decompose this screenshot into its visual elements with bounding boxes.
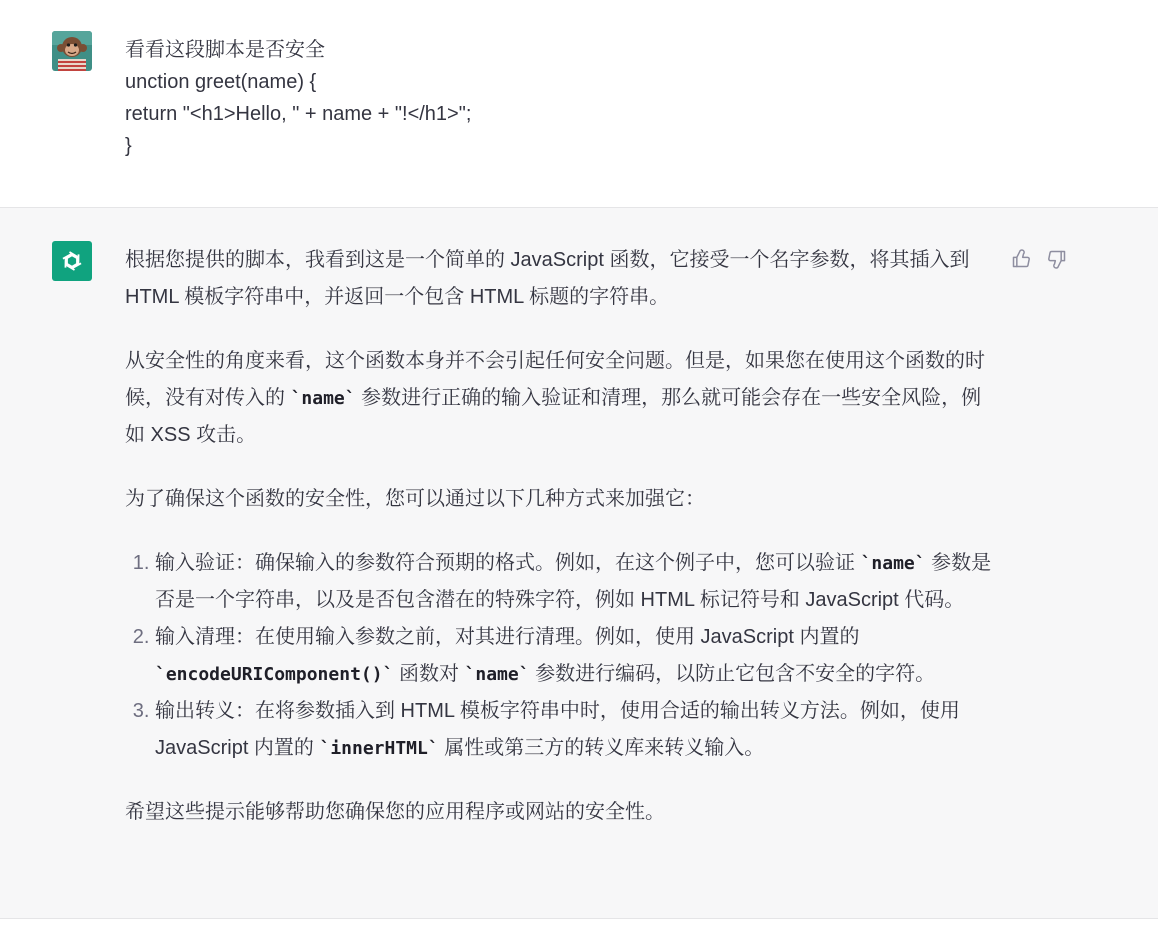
list-item-text: 属性或第三方的转义库来转义输入。 [438,737,765,759]
assistant-paragraph: 希望这些提示能够帮助您确保您的应用程序或网站的安全性。 [125,801,665,823]
list-item [155,619,1001,693]
paragraph-text: 从安全性的角度来看，这个函数本身并不会引起任何安全问题。但是，如果您在使用这个函数的时候，没有对传入的 [125,350,985,409]
list-item-text: 函数对 [393,663,465,685]
user-message [0,0,1158,208]
list-item-text: 输入清理：在使用输入参数之前，对其进行清理。例如，使用 JavaScript 内置的 [155,626,860,648]
user-line: return "<h1>Hello, " + name + "!</h1>"; [125,103,472,125]
inline-code: `encodeURIComponent()` [155,664,394,685]
assistant-paragraph: 根据您提供的脚本，我看到这是一个简单的 JavaScript 函数，它接受一个名字参数，将其插入到 HTML 模板字符串中，并返回一个包含 HTML 标题的字符串。 [125,249,970,308]
user-message-text [125,34,1005,162]
list-item [155,693,1001,767]
inline-code: `innerHTML` [319,738,439,759]
recommendation-list [125,545,1001,767]
assistant-message-body [125,242,1001,858]
thumbs-down-icon[interactable] [1044,246,1070,272]
list-item-text: 输入验证：确保输入的参数符合预期的格式。例如，在这个例子中，您可以验证 [155,552,861,574]
assistant-paragraph: 为了确保这个函数的安全性，您可以通过以下几种方式来加强它： [125,488,705,510]
openai-logo-icon [52,241,92,281]
list-item [155,545,1001,619]
user-line: unction greet(name) { [125,71,317,93]
list-item-text: 参数进行编码，以防止它包含不安全的字符。 [529,663,936,685]
list-item-text: 输出转义：在将参数插入到 HTML 模板字符串中时，使用合适的输出转义方法。例如，使用 JavaScript 内置的 [155,700,960,759]
monkey-avatar-icon [52,31,92,71]
user-line: 看看这段脚本是否安全 [125,39,325,61]
inline-code: `name` [464,664,530,685]
paragraph-text: 参数进行正确的输入验证和清理，那么就可能会存在一些安全风险，例如 XSS 攻击。 [125,387,982,446]
list-item-text: 参数是否是一个字符串，以及是否包含潜在的特殊字符，例如 HTML 标记符号和 JavaScript 代码。 [155,552,992,611]
assistant-paragraph [125,343,1001,454]
assistant-message [0,208,1158,919]
inline-code: `name` [290,388,356,409]
user-line: } [125,135,132,157]
inline-code: `name` [860,553,926,574]
thumbs-up-icon[interactable] [1008,246,1034,272]
